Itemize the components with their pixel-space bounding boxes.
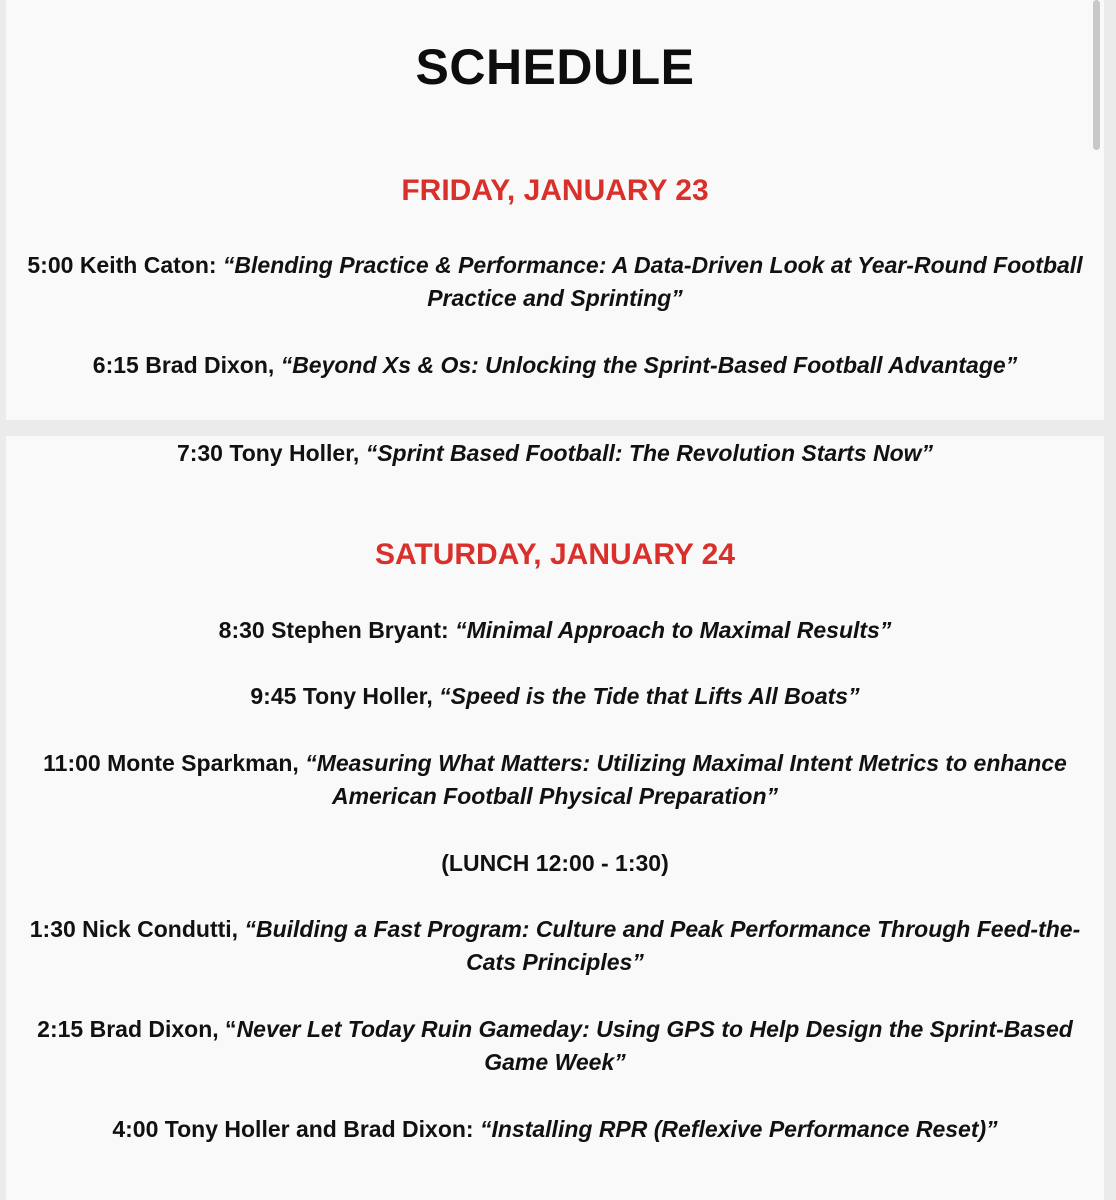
session-lead: 5:00 Keith Caton:	[27, 252, 223, 278]
day-heading-saturday: SATURDAY, JANUARY 24	[374, 538, 736, 571]
session-talk: “Minimal Approach to Maximal Results”	[455, 617, 892, 643]
session-lead: (LUNCH 12:00 - 1:30)	[441, 850, 669, 876]
day-heading-friday: FRIDAY, JANUARY 23	[401, 174, 709, 207]
session-saturday-6	[16, 1113, 1094, 1146]
session-talk: “Building a Fast Program: Culture and Peak Performance Through Feed-the-Cats Principles”	[244, 916, 1081, 975]
session-talk: “Beyond Xs & Os: Unlocking the Sprint-Based Football Advantage”	[280, 352, 1018, 378]
session-lead: 9:45 Tony Holler,	[250, 683, 440, 709]
session-lead: 11:00 Monte Sparkman,	[43, 750, 306, 776]
session-saturday-3	[16, 747, 1094, 813]
schedule-panel-top	[6, 0, 1104, 420]
session-friday-1	[16, 249, 1094, 315]
page-title: SCHEDULE	[415, 39, 695, 95]
session-friday-3	[16, 437, 1094, 470]
session-saturday-5	[16, 1013, 1094, 1079]
session-talk: “Speed is the Tide that Lifts All Boats”	[439, 683, 860, 709]
session-lead: 8:30 Stephen Bryant:	[218, 617, 456, 643]
session-saturday-1	[16, 614, 1094, 647]
session-talk: “Installing RPR (Reflexive Performance Reset)”	[479, 1116, 998, 1142]
session-lead: 7:30 Tony Holler,	[176, 440, 366, 466]
session-talk: Never Let Today Ruin Gameday: Using GPS to Help Design the Sprint-Based Game Week”	[236, 1016, 1073, 1075]
session-saturday-2	[16, 680, 1094, 713]
schedule-panel-bottom	[6, 436, 1104, 1200]
session-lead: 1:30 Nick Condutti,	[29, 916, 245, 942]
session-talk: “Sprint Based Football: The Revolution Starts Now”	[365, 440, 934, 466]
session-saturday-4	[16, 913, 1094, 979]
session-friday-2	[16, 349, 1094, 382]
lunch-break	[16, 847, 1094, 880]
session-lead: 2:15 Brad Dixon, “	[37, 1016, 237, 1042]
session-talk: “Measuring What Matters: Utilizing Maximal Intent Metrics to enhance American Football Physical Preparation”	[305, 750, 1067, 809]
session-talk: “Blending Practice & Performance: A Data-Driven Look at Year-Round Football Practice and Sprinting”	[222, 252, 1083, 311]
session-lead: 6:15 Brad Dixon,	[92, 352, 281, 378]
session-lead: 4:00 Tony Holler and Brad Dixon:	[112, 1116, 480, 1142]
